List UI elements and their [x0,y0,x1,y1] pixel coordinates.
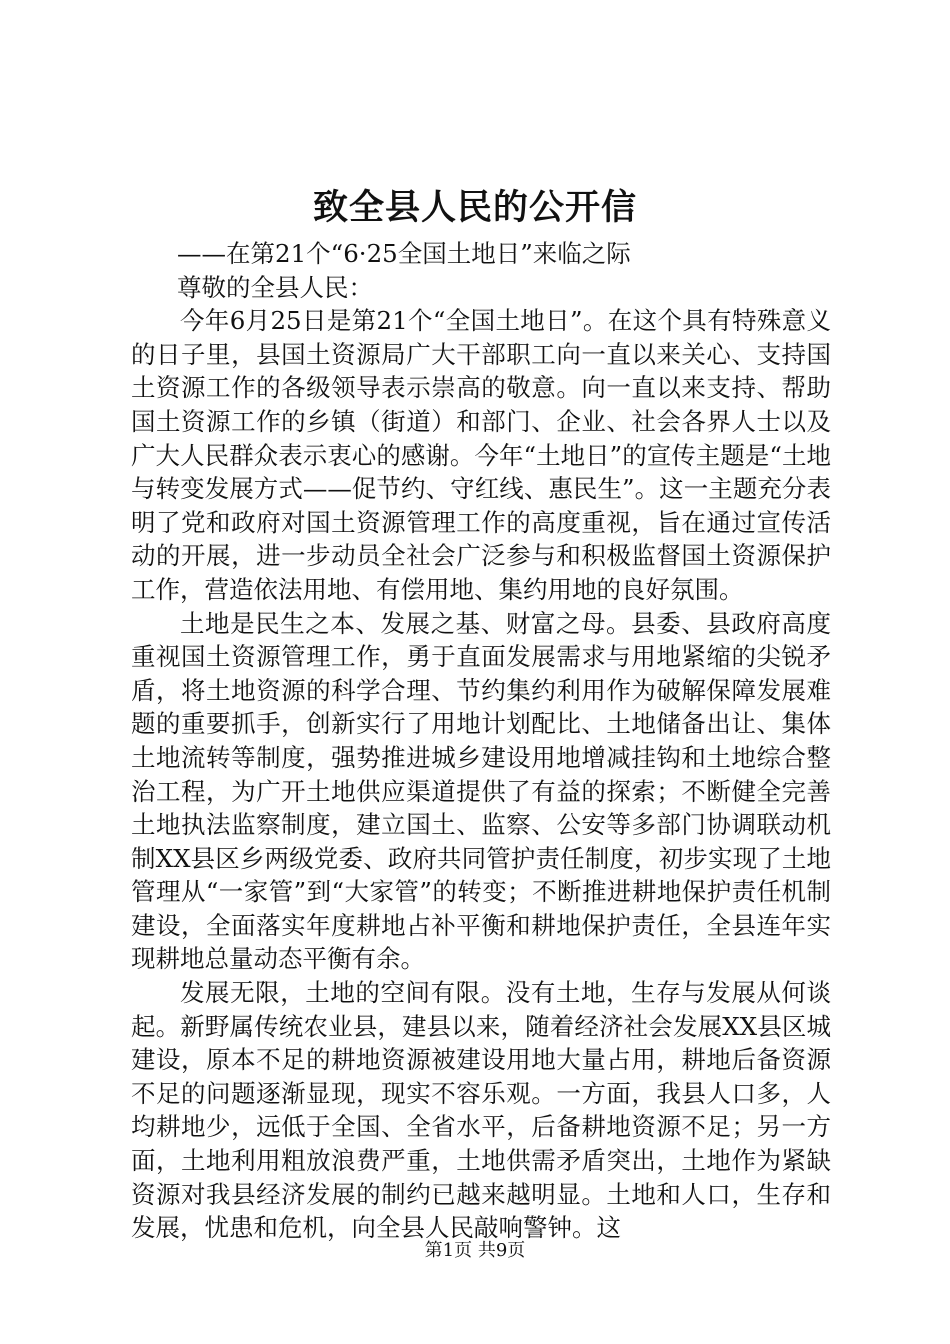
body-paragraph-3: 发展无限，土地的空间有限。没有土地，生存与发展从何谈起。新野属传统农业县，建县以来，随着经济社会发展XX县区城建设，原本不足的耕地资源被建设用地大量占用，耕地后备资源不足的问题逐渐显现，现实不容乐观。一方面，我县人口多，人均耕地少，远低于全国、全省水平，后备耕地资源不足；另一方面，土地利用粗放浪费严重，土地供需矛盾突出，土地作为紧缺资源对我县经济发展的制约已越来越明显。土地和人口，生存和发展，忧患和危机，向全县人民敲响警钟。这 [131,978,831,1243]
body-paragraph-2: 土地是民生之本、发展之基、财富之母。县委、县政府高度重视国土资源管理工作，勇于直面发展需求与用地紧缩的尖锐矛盾，将土地资源的科学合理、节约集约利用作为破解保障发展难题的重要抓手，创新实行了用地计划配比、土地储备出让、集体土地流转等制度，强势推进城乡建设用地增减挂钩和土地综合整治工程，为广开土地供应渠道提供了有益的探索；不断健全完善土地执法监察制度，建立国土、监察、公安等多部门协调联动机制XX县区乡两级党委、政府共同管护责任制度，初步实现了土地管理从“一家管”到“大家管”的转变；不断推进耕地保护责任机制建设，全面落实年度耕地占补平衡和耕地保护责任，全县连年实现耕地总量动态平衡有余。 [131,608,831,974]
document-title: 致全县人民的公开信 [312,187,637,228]
document-subtitle: ——在第21个“6·25全国土地日”来临之际 [177,239,631,268]
body-paragraph-1: 今年6月25日是第21个“全国土地日”。在这个具有特殊意义的日子里，县国土资源局广大干部职工向一直以来关心、支持国土资源工作的各级领导表示崇高的敬意。向一直以来支持、帮助国土资源工作的乡镇（街道）和部门、企业、社会各界人士以及广大人民群众表示衷心的感谢。今年“土地日”的宣传主题是“土地与转变发展方式——促节约、守红线、惠民生”。这一主题充分表明了党和政府对国土资源管理工作的高度重视，旨在通过宣传活动的开展，进一步动员全社会广泛参与和积极监督国土资源保护工作，营造依法用地、有偿用地、集约用地的良好氛围。 [131,306,831,604]
document-body [131,237,831,1245]
page-number-footer: 第1页 共9页 [424,1240,526,1261]
salutation: 尊敬的全县人民： [177,272,373,302]
